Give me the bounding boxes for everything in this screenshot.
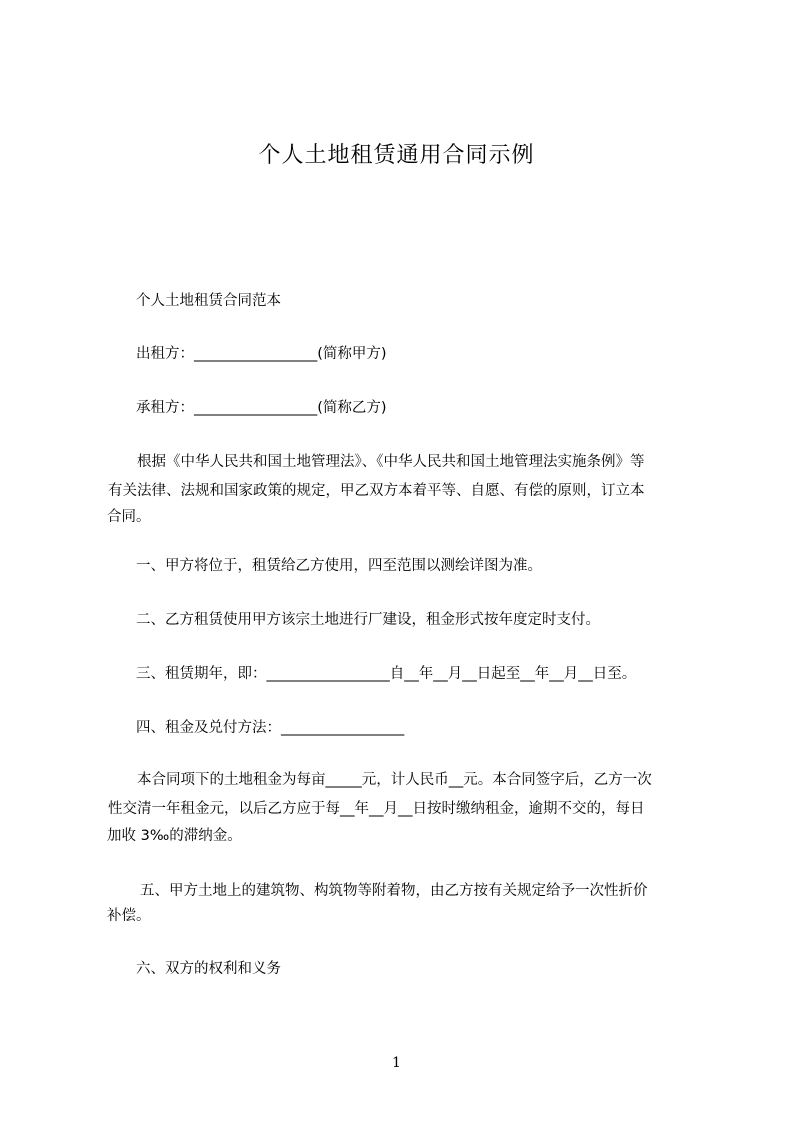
clause-4: 四、租金及兑付方法：_________________ — [136, 720, 405, 736]
clause-5-line-2: 补偿。 — [107, 908, 151, 924]
preamble-line-2: 有关法律、法规和国家政策的规定，甲乙双方本着平等、自愿、有偿的原则，订立本 — [108, 483, 645, 499]
document-title: 个人土地租赁通用合同示例 — [258, 143, 535, 168]
rent-line-1: 本合同项下的土地租金为每亩_____元，计人民币__元。本合同签字后，乙方一次 — [137, 772, 652, 788]
clause-6: 六、双方的权利和义务 — [136, 961, 281, 977]
rent-line-2: 性交清一年租金元，以后乙方应于每__年__月__日按时缴纳租金，逾期不交的，每日 — [108, 801, 645, 817]
preamble-line-3: 合同。 — [107, 509, 151, 525]
clause-3: 三、租赁期年，即：_________________自__年__月__日起至__年__月__日至。 — [136, 666, 637, 682]
lessor-line: 出租方：_________________(简称甲方) — [136, 346, 387, 362]
contract-subtitle: 个人土地租赁合同范本 — [136, 293, 281, 309]
rent-line-3: 加收 3‰的滞纳金。 — [107, 828, 242, 844]
page-number: 1 — [392, 1055, 401, 1071]
preamble-line-1: 根据《中华人民共和国土地管理法》、《中华人民共和国土地管理法实施条例》等 — [137, 454, 645, 470]
clause-2: 二、乙方租赁使用甲方该宗土地进行厂建设，租金形式按年度定时支付。 — [136, 612, 600, 628]
clause-5-line-1: 五、甲方土地上的建筑物、构筑物等附着物，由乙方按有关规定给予一次性折价 — [140, 883, 648, 899]
lessee-line: 承租方：_________________(简称乙方) — [136, 400, 387, 416]
clause-1: 一、甲方将位于，租赁给乙方使用，四至范围以测绘详图为准。 — [136, 558, 542, 574]
